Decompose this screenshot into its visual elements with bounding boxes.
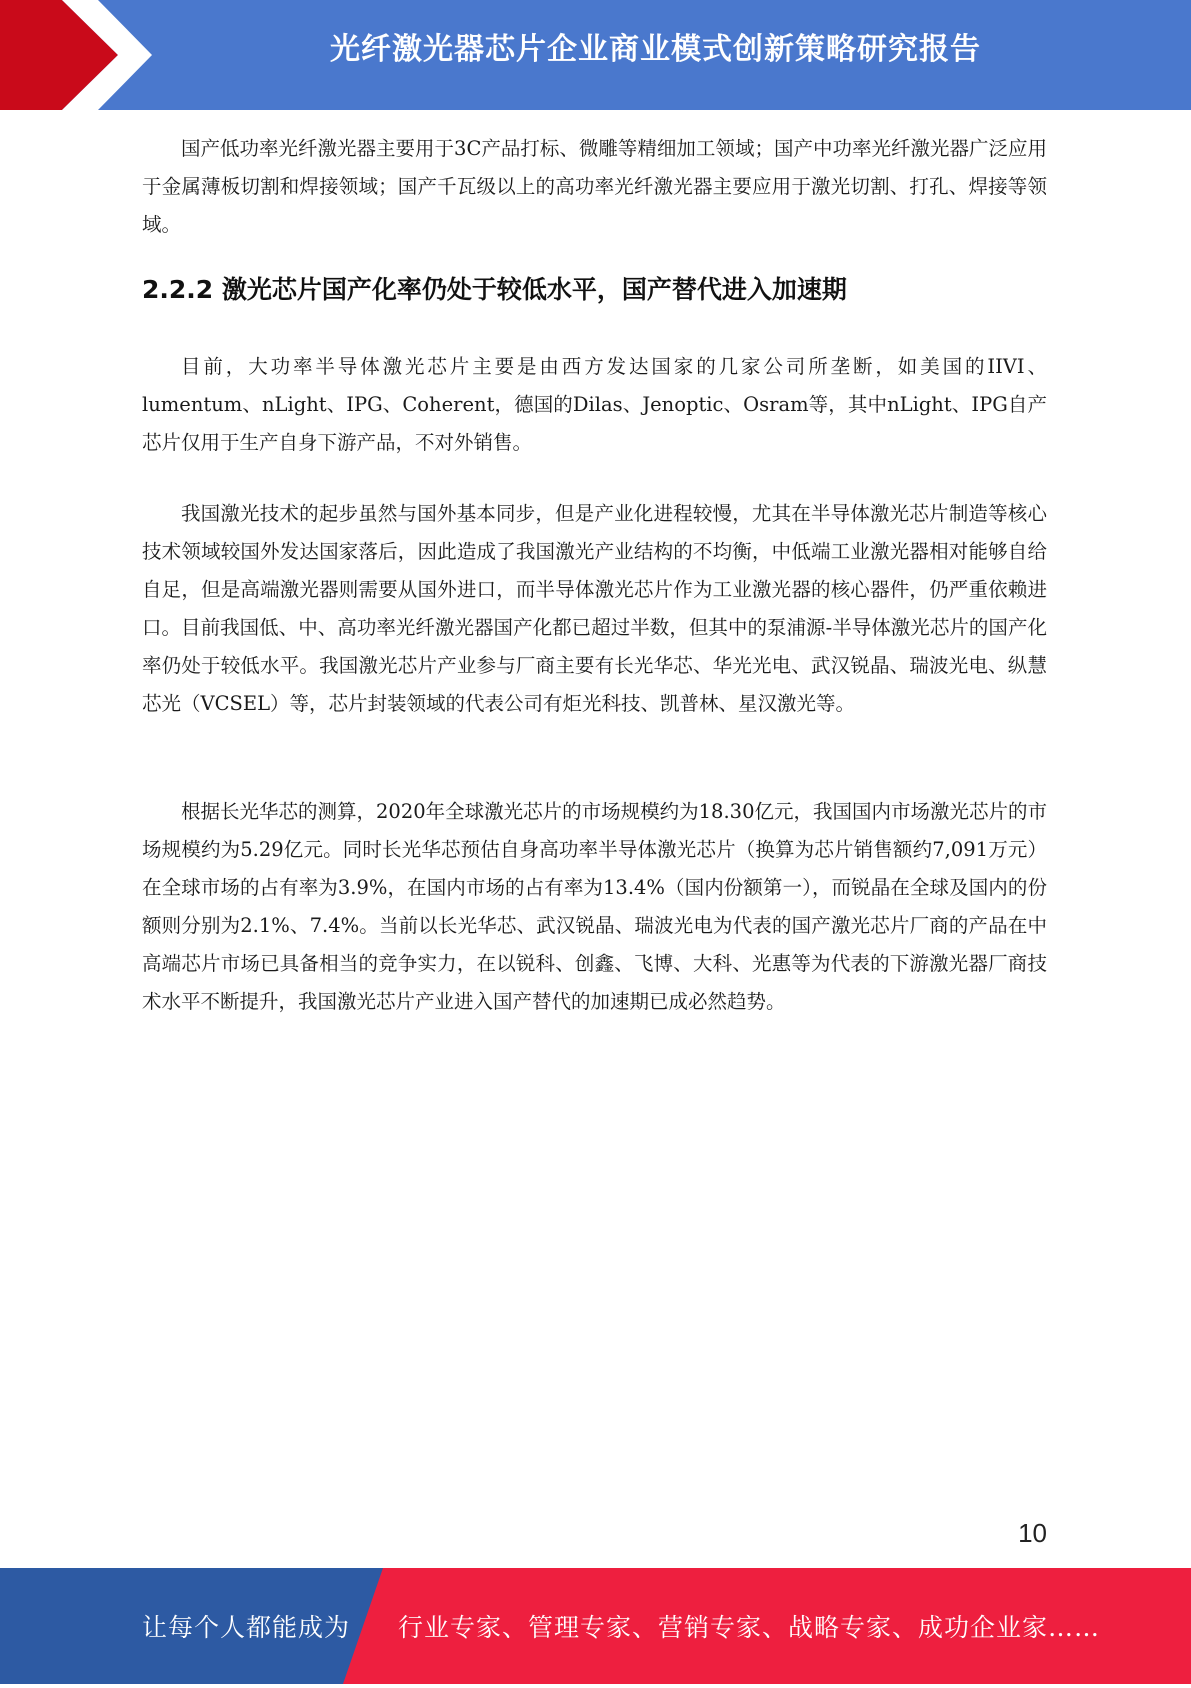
- paragraph-4: 根据长光华芯的测算，2020年全球激光芯片的市场规模约为18.30亿元，我国国内市场激光芯片的市场规模约为5.29亿元。同时长光华芯预估自身高功率半导体激光芯片（换算为芯片销售额约7,091万元）在全球市场的占有率为3.9%，在国内市场的占有率为13.4%（国内份额第一），而锐晶在全球及国内的份额则分别为2.1%、7.4%。当前以长光华芯、武汉锐晶、瑞波光电为代表的国产激光芯片厂商的产品在中高端芯片市场已具备相当的竞争实力，在以锐科、创鑫、飞博、大科、光惠等为代表的下游激光器厂商技术水平不断提升，我国激光芯片产业进入国产替代的加速期已成必然趋势。: [142, 800, 1047, 1013]
- paragraph-2: 目前，大功率半导体激光芯片主要是由西方发达国家的几家公司所垄断，如美国的IIVI、lumentum、nLight、IPG、Coherent，德国的Dilas、Jenoptic、Osram等，其中nLight、IPG自产芯片仅用于生产自身下游产品，不对外销售。: [142, 355, 1047, 454]
- footer-slogan-right: 行业专家、管理专家、营销专家、战略专家、成功企业家……: [398, 1613, 1101, 1642]
- page-header: [0, 0, 1191, 110]
- page-number: 10: [1018, 1518, 1047, 1548]
- report-title: 光纤激光器芯片企业商业模式创新策略研究报告: [330, 32, 981, 67]
- section-heading: 2.2.2 激光芯片国产化率仍处于较低水平，国产替代进入加速期: [142, 275, 847, 304]
- page-footer: [0, 1568, 1191, 1684]
- paragraph-3: 我国激光技术的起步虽然与国外基本同步，但是产业化进程较慢，尤其在半导体激光芯片制造等核心技术领域较国外发达国家落后，因此造成了我国激光产业结构的不均衡，中低端工业激光器相对能够自给自足，但是高端激光器则需要从国外进口，而半导体激光芯片作为工业激光器的核心器件，仍严重依赖进口。目前我国低、中、高功率光纤激光器国产化都已超过半数，但其中的泵浦源-半导体激光芯片的国产化率仍处于较低水平。我国激光芯片产业参与厂商主要有长光华芯、华光光电、武汉锐晶、瑞波光电、纵慧芯光（VCSEL）等，芯片封装领域的代表公司有炬光科技、凯普林、星汉激光等。: [142, 502, 1047, 715]
- footer-slogan-left: 让每个人都能成为: [142, 1613, 351, 1642]
- paragraph-1: 国产低功率光纤激光器主要用于3C产品打标、微雕等精细加工领域；国产中功率光纤激光器广泛应用于金属薄板切割和焊接领域；国产千瓦级以上的高功率光纤激光器主要应用于激光切割、打孔、焊接等领域。: [142, 137, 1047, 236]
